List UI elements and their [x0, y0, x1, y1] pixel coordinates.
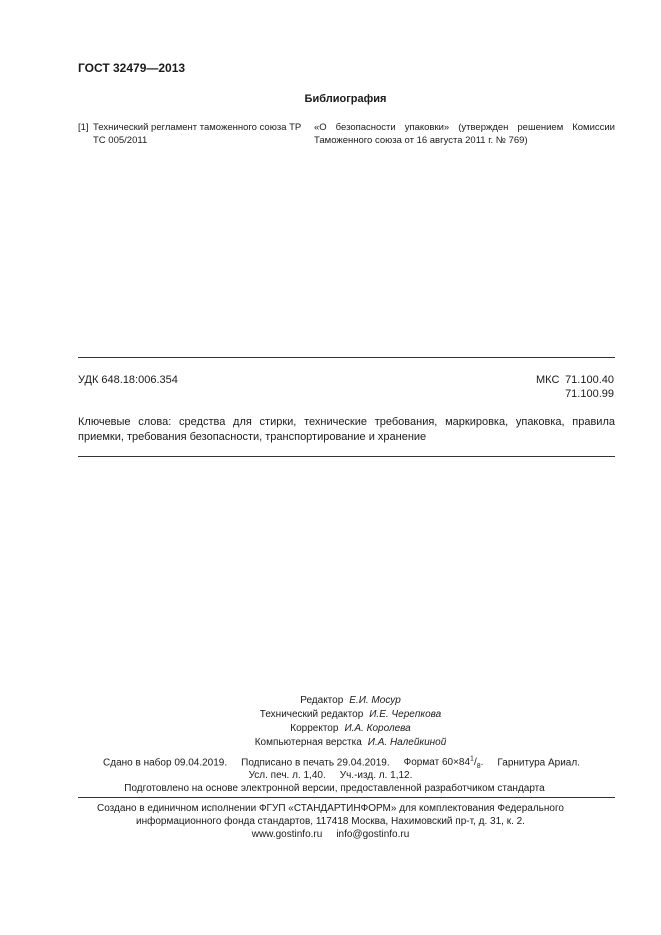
- credit-name: И.А. Налейкиной: [367, 737, 447, 748]
- entry-description-line: Таможенного союза от 16 августа 2011 г. № 769): [314, 135, 528, 146]
- footer-line-2: информационного фонда стандартов, 117418 Москва, Нахимовский пр-т, д. 31, к. 2.: [136, 816, 525, 827]
- entry-number: [1]: [78, 122, 89, 133]
- format-suffix: .: [480, 757, 484, 769]
- format: Формат $60\times 84^1/_8$.: [403, 756, 484, 771]
- keywords-line: приемки, требования безопасности, транспортирование и хранение: [78, 431, 427, 443]
- entry-document: Технический регламент таможенного союза ТР ТС 005/2011: [93, 122, 302, 146]
- mks-code: 71.100.99: [565, 388, 614, 400]
- keywords-line: Ключевые слова: средства для стирки, технические требования, маркировка, упаковка, правила: [78, 416, 615, 428]
- mks-label: МКС: [536, 374, 560, 386]
- credit-layout: [0, 737, 661, 748]
- format-prefix: Формат 60×84: [403, 757, 471, 769]
- print-sheets: Усл. печ. л. 1,40.: [248, 770, 326, 781]
- standard-number: ГОСТ 32479—2013: [78, 61, 186, 75]
- credit-label: Редактор: [300, 695, 344, 706]
- credit-label: Компьютерная верстка: [254, 737, 362, 748]
- footer-line-1: Создано в единичном исполнении ФГУП «СТАНДАРТИНФОРМ» для комплектования Федерального: [97, 803, 564, 814]
- credit-tech-editor: [0, 709, 661, 720]
- divider-keywords: [78, 456, 615, 457]
- credit-editor: [0, 695, 661, 706]
- typeface: Гарнитура Ариал.: [497, 757, 580, 769]
- email-link[interactable]: info@gostinfo.ru: [336, 829, 410, 840]
- bibliography-title: Библиография: [304, 93, 387, 105]
- keywords: [78, 415, 615, 445]
- entry-description-line: «О безопасности упаковки» (утвержден решением Комиссии: [314, 122, 615, 133]
- credit-corrector: [0, 723, 661, 734]
- website-link[interactable]: www.gostinfo.ru: [251, 829, 323, 840]
- format-sup: 1: [470, 756, 474, 763]
- publishing-line-3: Подготовлено на основе электронной версии, предоставленной разработчиком стандарта: [124, 783, 545, 794]
- credit-label: Корректор: [290, 723, 339, 734]
- credit-name: И.Е. Черепкова: [369, 709, 442, 720]
- divider-top: [78, 357, 615, 358]
- credit-label: Технический редактор: [259, 709, 364, 720]
- publishing-line-1: [0, 756, 661, 770]
- typeset-date: Сдано в набор 09.04.2019.: [103, 757, 228, 769]
- footer-contacts: [0, 829, 661, 840]
- udk-code: УДК 648.18:006.354: [78, 374, 178, 386]
- mks-code: 71.100.40: [565, 374, 614, 386]
- entry-description: [314, 121, 615, 147]
- signed-date: Подписано в печать 29.04.2019.: [241, 757, 390, 769]
- divider-footer: [78, 797, 615, 798]
- format-sub: 8: [476, 763, 481, 771]
- credit-name: И.А. Королева: [344, 723, 411, 734]
- credit-name: Е.И. Мосур: [349, 695, 401, 706]
- publishing-line-2: [0, 770, 661, 781]
- pub-sheets: Уч.-изд. л. 1,12.: [339, 770, 413, 781]
